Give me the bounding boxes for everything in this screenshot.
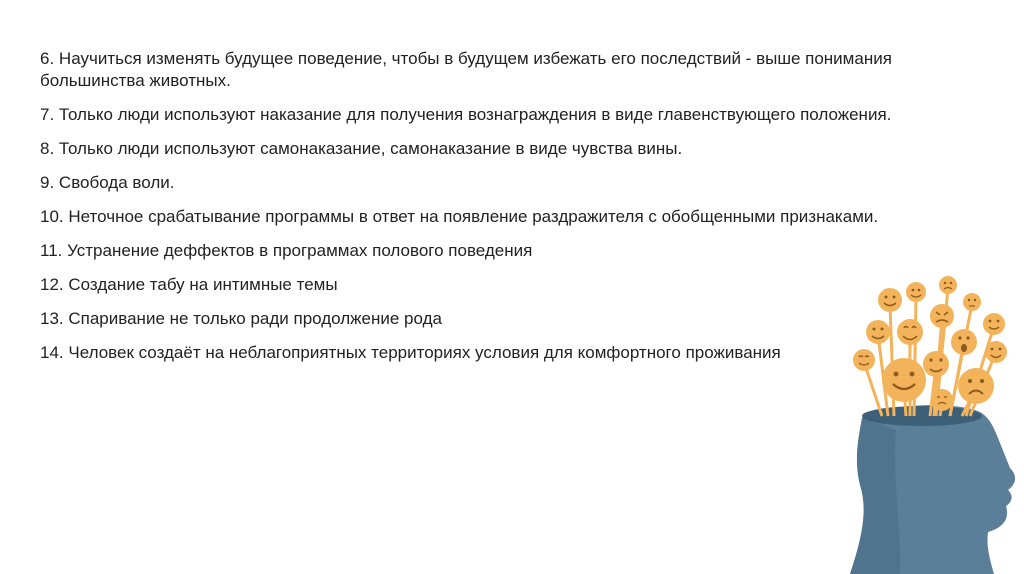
head-shadow — [850, 418, 900, 574]
list-item: 13. Спаривание не только ради продолжение рода — [40, 309, 442, 328]
list-item: 8. Только люди используют самонаказание, самонаказание в виде чувства вины. — [40, 139, 683, 158]
emoticon-icon — [853, 349, 882, 416]
list-item: 11. Устранение деффектов в программах полового поведения — [40, 241, 533, 260]
list-item: 7. Только люди используют наказание для получения вознаграждения в виде главенствующего положения. — [40, 105, 892, 124]
list-item: 12. Создание табу на интимные темы — [40, 275, 338, 294]
list-item: 6. Научиться изменять будущее поведение, чтобы в будущем избежать его последствий - выше понимания большинства животных. — [40, 49, 892, 90]
list-item: 14. Человек создаёт на неблагоприятных территориях условия для комфортного проживания — [40, 343, 781, 362]
item-list — [40, 48, 940, 376]
list-item: 10. Неточное срабатывание программы в ответ на появление раздражителя с обобщенными признаками. — [40, 207, 879, 226]
list-item: 9. Свобода воли. — [40, 173, 175, 192]
head-with-emoticons-icon — [830, 270, 1024, 574]
